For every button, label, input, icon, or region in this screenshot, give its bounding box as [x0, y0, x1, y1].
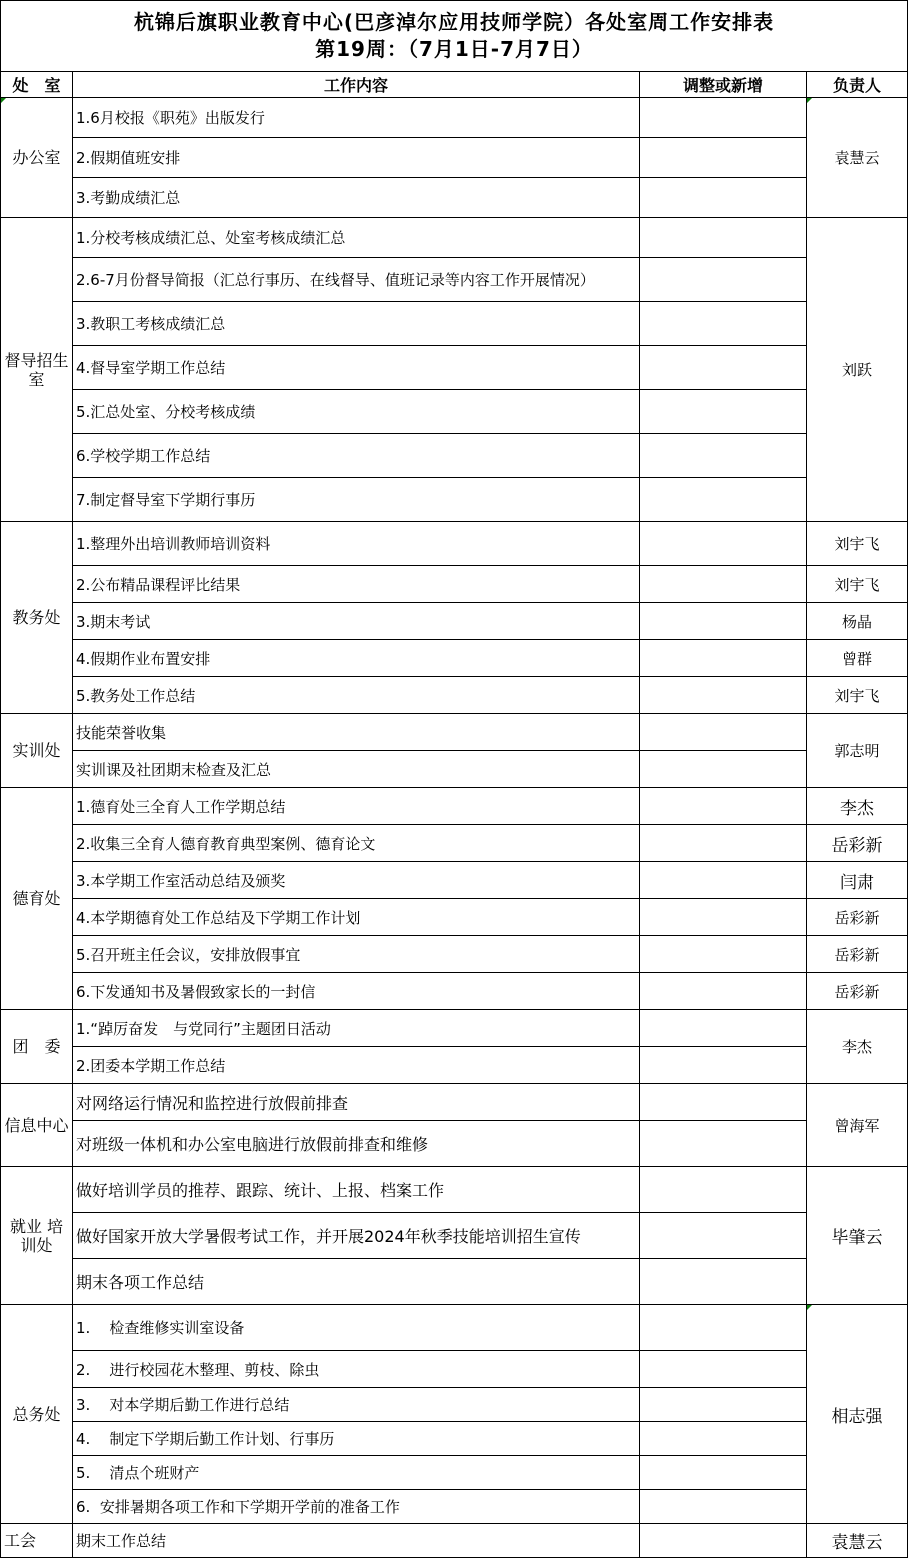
- adjust-cell: [640, 1305, 807, 1351]
- cell-indicator-icon: [807, 98, 812, 103]
- dept-cell: 德育处: [1, 788, 73, 1010]
- task-cell: 4. 制定下学期后勤工作计划、行事历: [73, 1422, 640, 1456]
- table-row: [1, 1047, 908, 1084]
- task-cell: 3.教职工考核成绩汇总: [73, 302, 640, 346]
- table-row: [1, 788, 908, 825]
- adjust-cell: [640, 1524, 807, 1558]
- table-row: [1, 178, 908, 218]
- person-cell: 岳彩新: [807, 825, 908, 862]
- task-cell: 7.制定督导室下学期行事历: [73, 478, 640, 522]
- task-cell: 1.“踔厉奋发 与党同行”主题团日活动: [73, 1010, 640, 1047]
- table-row: [1, 390, 908, 434]
- person-cell: 袁慧云: [807, 1524, 908, 1558]
- header-dept: 处 室: [1, 72, 73, 98]
- person-cell: 刘宇飞: [807, 522, 908, 566]
- adjust-cell: [640, 1213, 807, 1259]
- task-cell: 5.召开班主任会议，安排放假事宜: [73, 936, 640, 973]
- adjust-cell: [640, 1047, 807, 1084]
- task-cell: 4.假期作业布置安排: [73, 640, 640, 677]
- adjust-cell: [640, 1422, 807, 1456]
- task-cell: 4.本学期德育处工作总结及下学期工作计划: [73, 899, 640, 936]
- table-row: [1, 751, 908, 788]
- person-cell: 毕肇云: [807, 1167, 908, 1305]
- table-row: [1, 98, 908, 138]
- adjust-cell: [640, 434, 807, 478]
- header-task: 工作内容: [73, 72, 640, 98]
- table-row: [1, 825, 908, 862]
- adjust-cell: [640, 478, 807, 522]
- table-row: [1, 1524, 908, 1558]
- person-cell: 李杰: [807, 788, 908, 825]
- person-cell: 相志强: [807, 1305, 908, 1524]
- task-cell: 做好培训学员的推荐、跟踪、统计、上报、档案工作: [73, 1167, 640, 1213]
- task-cell: 1. 检查维修实训室设备: [73, 1305, 640, 1351]
- task-cell: 6.学校学期工作总结: [73, 434, 640, 478]
- table-row: [1, 302, 908, 346]
- table-row: [1, 258, 908, 302]
- person-cell: 岳彩新: [807, 899, 908, 936]
- task-cell: 2.公布精品课程评比结果: [73, 566, 640, 603]
- task-cell: 1.整理外出培训教师培训资料: [73, 522, 640, 566]
- header-person: 负责人: [807, 72, 908, 98]
- adjust-cell: [640, 936, 807, 973]
- table-row: [1, 478, 908, 522]
- adjust-cell: [640, 788, 807, 825]
- week-subtitle: 第19周：（7月1日-7月7日）: [315, 37, 593, 61]
- adjust-cell: [640, 640, 807, 677]
- table-row: [1, 714, 908, 751]
- adjust-cell: [640, 1259, 807, 1305]
- table-row: [1, 1351, 908, 1388]
- table-row: [1, 434, 908, 478]
- table-row: [1, 899, 908, 936]
- task-cell: 2.团委本学期工作总结: [73, 1047, 640, 1084]
- dept-cell: 信息中心: [1, 1084, 73, 1167]
- task-cell: 3. 对本学期后勤工作进行总结: [73, 1388, 640, 1422]
- task-cell: 对网络运行情况和监控进行放假前排查: [73, 1084, 640, 1121]
- dept-cell: 总务处: [1, 1305, 73, 1524]
- adjust-cell: [640, 522, 807, 566]
- table-row: [1, 1388, 908, 1422]
- task-cell: 实训课及社团期末检查及汇总: [73, 751, 640, 788]
- task-cell: 5.教务处工作总结: [73, 677, 640, 714]
- dept-cell: 就业 培训处: [1, 1167, 73, 1305]
- adjust-cell: [640, 98, 807, 138]
- table-row: [1, 677, 908, 714]
- adjust-cell: [640, 973, 807, 1010]
- task-cell: 技能荣誉收集: [73, 714, 640, 751]
- person-cell: 闫肃: [807, 862, 908, 899]
- person-cell: 郭志明: [807, 714, 908, 788]
- table-row: [1, 603, 908, 640]
- cell-indicator-icon: [1, 98, 6, 103]
- task-cell: 6. 安排暑期各项工作和下学期开学前的准备工作: [73, 1490, 640, 1524]
- table-row: [1, 973, 908, 1010]
- task-cell: 2.假期值班安排: [73, 138, 640, 178]
- table-row: [1, 1259, 908, 1305]
- adjust-cell: [640, 1490, 807, 1524]
- task-cell: 5. 清点个班财产: [73, 1456, 640, 1490]
- task-cell: 对班级一体机和办公室电脑进行放假前排查和维修: [73, 1121, 640, 1167]
- person-cell: 曾海军: [807, 1084, 908, 1167]
- table-row: [1, 566, 908, 603]
- adjust-cell: [640, 714, 807, 751]
- dept-cell: 督导招生室: [1, 218, 73, 522]
- dept-cell: 教务处: [1, 522, 73, 714]
- adjust-cell: [640, 566, 807, 603]
- task-cell: 1.分校考核成绩汇总、处室考核成绩汇总: [73, 218, 640, 258]
- title-cell: [1, 1, 908, 72]
- person-cell: 李杰: [807, 1010, 908, 1084]
- task-cell: 1.德育处三全育人工作学期总结: [73, 788, 640, 825]
- adjust-cell: [640, 138, 807, 178]
- table-row: [1, 862, 908, 899]
- person-cell: 岳彩新: [807, 973, 908, 1010]
- dept-cell: 实训处: [1, 714, 73, 788]
- task-cell: 3.本学期工作室活动总结及颁奖: [73, 862, 640, 899]
- adjust-cell: [640, 751, 807, 788]
- task-cell: 3.考勤成绩汇总: [73, 178, 640, 218]
- adjust-cell: [640, 390, 807, 434]
- header-row: [1, 72, 908, 98]
- table-row: [1, 1422, 908, 1456]
- dept-cell: 办公室: [1, 98, 73, 218]
- dept-cell: 工会: [1, 1524, 73, 1558]
- adjust-cell: [640, 1084, 807, 1121]
- adjust-cell: [640, 302, 807, 346]
- adjust-cell: [640, 346, 807, 390]
- table-row: [1, 1305, 908, 1351]
- dept-cell: 团 委: [1, 1010, 73, 1084]
- table-row: [1, 1213, 908, 1259]
- table-row: [1, 346, 908, 390]
- task-cell: 做好国家开放大学暑假考试工作，并开展2024年秋季技能培训招生宣传: [73, 1213, 640, 1259]
- table-row: [1, 1121, 908, 1167]
- adjust-cell: [640, 825, 807, 862]
- person-cell: 袁慧云: [807, 98, 908, 218]
- adjust-cell: [640, 1456, 807, 1490]
- page-title: 杭锦后旗职业教育中心(巴彦淖尔应用技师学院）各处室周工作安排表: [133, 10, 775, 34]
- task-cell: 1.6月校报《职苑》出版发行: [73, 98, 640, 138]
- adjust-cell: [640, 862, 807, 899]
- task-cell: 6.下发通知书及暑假致家长的一封信: [73, 973, 640, 1010]
- adjust-cell: [640, 677, 807, 714]
- table-row: [1, 1490, 908, 1524]
- table-row: [1, 218, 908, 258]
- adjust-cell: [640, 178, 807, 218]
- person-cell: 刘宇飞: [807, 677, 908, 714]
- table-row: [1, 1010, 908, 1047]
- adjust-cell: [640, 1121, 807, 1167]
- header-adjust: 调整或新增: [640, 72, 807, 98]
- adjust-cell: [640, 1388, 807, 1422]
- table-row: [1, 1167, 908, 1213]
- task-cell: 期末工作总结: [73, 1524, 640, 1558]
- person-cell: 杨晶: [807, 603, 908, 640]
- task-cell: 3.期末考试: [73, 603, 640, 640]
- task-cell: 4.督导室学期工作总结: [73, 346, 640, 390]
- adjust-cell: [640, 603, 807, 640]
- table-row: [1, 1084, 908, 1121]
- table-row: [1, 522, 908, 566]
- task-cell: 2.6-7月份督导简报（汇总行事历、在线督导、值班记录等内容工作开展情况）: [73, 258, 640, 302]
- table-row: [1, 936, 908, 973]
- task-cell: 期末各项工作总结: [73, 1259, 640, 1305]
- person-cell: 岳彩新: [807, 936, 908, 973]
- adjust-cell: [640, 1351, 807, 1388]
- adjust-cell: [640, 218, 807, 258]
- adjust-cell: [640, 258, 807, 302]
- person-cell: 刘宇飞: [807, 566, 908, 603]
- adjust-cell: [640, 1167, 807, 1213]
- task-cell: 2.收集三全育人德育教育典型案例、德育论文: [73, 825, 640, 862]
- person-cell: 曾群: [807, 640, 908, 677]
- title-row: [1, 1, 908, 72]
- adjust-cell: [640, 899, 807, 936]
- task-cell: 2. 进行校园花木整理、剪枝、除虫: [73, 1351, 640, 1388]
- cell-indicator-icon: [807, 1305, 812, 1310]
- adjust-cell: [640, 1010, 807, 1047]
- task-cell: 5.汇总处室、分校考核成绩: [73, 390, 640, 434]
- person-cell: 刘跃: [807, 218, 908, 522]
- table-row: [1, 640, 908, 677]
- table-row: [1, 1456, 908, 1490]
- table-row: [1, 138, 908, 178]
